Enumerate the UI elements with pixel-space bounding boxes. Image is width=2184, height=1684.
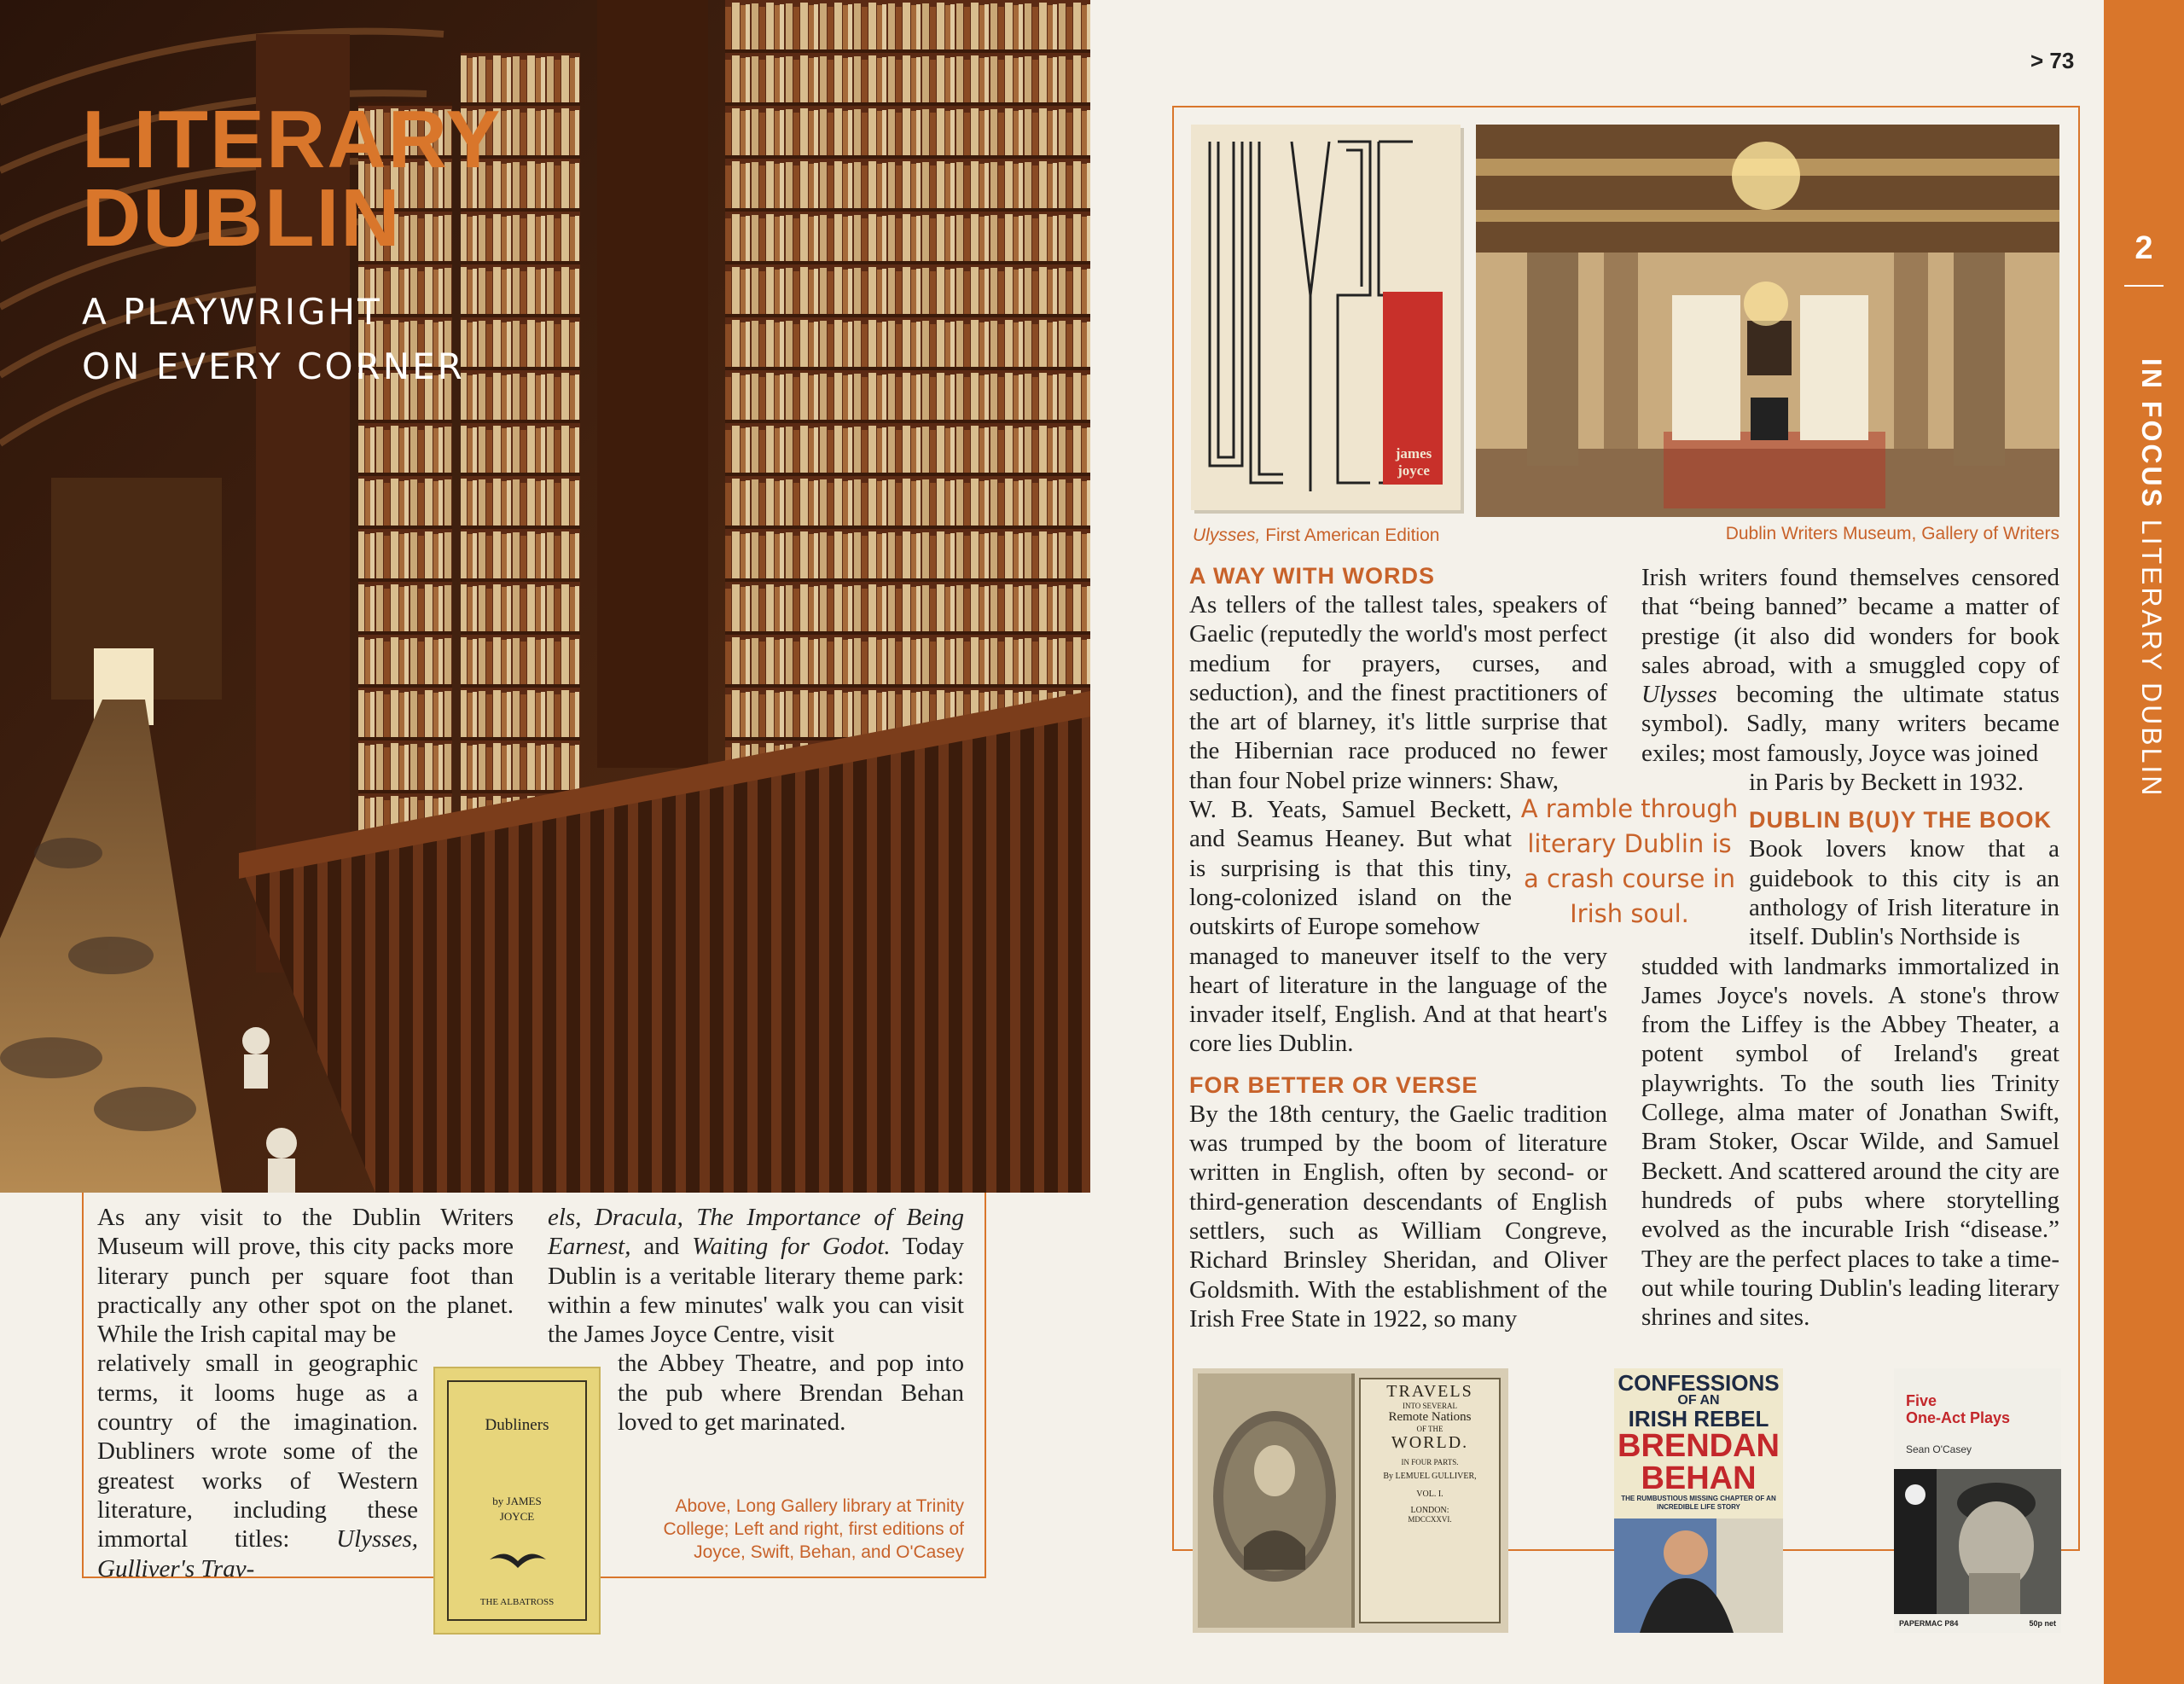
section3-para-narrow: Book lovers know that a guidebook to this city is an anthology of Irish literature in itself. Dublin's Northside is — [1749, 835, 2059, 951]
section2-cont-c: in Paris by Beckett in 1932. — [1749, 769, 2024, 797]
ulysses-author-line2: joyce — [1397, 462, 1430, 479]
gulliver-l2: INTO SEVERAL — [1402, 1402, 1458, 1410]
sidebar-section: LITERARY DUBLIN — [2136, 519, 2167, 798]
section2-cont-italic: Ulysses — [1641, 681, 1717, 709]
ulysses-book-cover — [1191, 125, 1461, 510]
oneact-footer — [1899, 1619, 2056, 1628]
section2-para: By the 18th century, the Gaelic tradition was trumped by the boom of literature written in English, often by second- or third-generation descendants of English settlers, such as William Congreve, Richard Brinsley Sheridan, and Oliver Goldsmith. With the establishment of the Irish Free State in 1922, so many — [1189, 1100, 1607, 1333]
oneact-plays-cover — [1894, 1368, 2061, 1633]
gulliver-title-page — [1360, 1382, 1500, 1524]
oneact-l2: One-Act Plays — [1906, 1409, 2011, 1426]
behan-l4: BRENDAN — [1618, 1428, 1780, 1464]
intro-col2-narrow: the Abbey Theatre, and pop into the pub where Brendan Behan loved to get marinated. — [618, 1350, 964, 1437]
intro-col2-text-a: and — [630, 1233, 693, 1261]
section3-para-full: studded with landmarks immortalized in James Joyce's novels. A stone's throw from the Liffey is the Abbey Theater, a potent symbol of Ireland's great playwrights. To the south lies Trinity College, alma mater of Jonathan Swift, Bram Stoker, Oscar Wilde, and Samuel Beckett. And scattered around the city are hundreds of pubs where storytelling evolved as the incurable Irish “disease.” They are the perfect places to take a time-out while touring Dublin's leading literary shrines and sites. — [1641, 952, 2059, 1332]
caption-ulysses — [1193, 524, 1439, 547]
section2-cont-b: becoming the ultimate status symbol). Sadly, many writers became exiles; most famously, Joyce was joined — [1641, 681, 2059, 767]
gulliver-l7: By LEMUEL GULLIVER, — [1383, 1472, 1477, 1481]
subtitle-line-1: A PLAYWRIGHT — [82, 291, 382, 333]
behan-l2: OF AN — [1677, 1393, 1720, 1408]
oneact-l3: Sean O'Casey — [1906, 1443, 1972, 1455]
behan-photo — [1614, 1519, 1783, 1633]
intro-col1-narrow — [97, 1349, 418, 1582]
dubliners-cover-author: JOYCE — [499, 1510, 535, 1523]
title-line-2: DUBLIN — [82, 172, 402, 264]
caption-museum: Dublin Writers Museum, Gallery of Writers — [1725, 524, 2059, 543]
caption-ulysses-text: First American Edition — [1260, 526, 1440, 545]
section1-para-a: As tellers of the tallest tales, speakers of Gaelic (reputedly the world's most perfect medium for prayers, curses, and seduction), and the finest practitioners of the art of blarney, it's little surprise that the Hibernian race produced no fewer than four Nobel prize winners: Shaw, — [1189, 591, 1607, 794]
behan-l5: BEHAN — [1641, 1460, 1757, 1496]
section1-para-b: W. B. Yeats, Samuel Beckett, and Seamus Heaney. But what is surprising is that this tiny, long-colonized island on the outskirts of Europe somehow — [1189, 796, 1512, 941]
intro-col2-italic-b: Waiting for Godot. — [692, 1233, 891, 1261]
gulliver-l1: TRAVELS — [1386, 1382, 1473, 1401]
oneact-l5: 50p net — [2029, 1619, 2056, 1628]
intro-col2-full — [548, 1203, 964, 1349]
behan-confessions-cover — [1614, 1368, 1783, 1633]
albatross-icon — [488, 1544, 548, 1578]
behan-cover-title — [1614, 1372, 1783, 1512]
ulysses-cover-author — [1385, 445, 1442, 479]
behan-l1: CONFESSIONS — [1618, 1370, 1780, 1396]
gulliver-l8: VOL. I. — [1416, 1489, 1443, 1499]
chapter-sidebar — [2104, 0, 2184, 1684]
chapter-rule — [2124, 285, 2164, 287]
intro-col2-text-b: Today Dublin is a veritable literary theme park: within a few minutes' walk you can visit the James Joyce Centre, visit — [548, 1233, 964, 1349]
intro-col1-italic: Ulysses, Gulliver's Trav- — [97, 1525, 418, 1582]
writers-museum-photo — [1476, 125, 2059, 517]
intro-column-2 — [548, 1203, 964, 1437]
article-column-2 — [1641, 563, 2059, 1332]
section2-continued — [1641, 563, 2059, 768]
sidebar-running-head — [2135, 358, 2167, 798]
gulliver-l10: MDCCXXVI. — [1408, 1515, 1452, 1524]
gulliver-l3: Remote Nations — [1388, 1410, 1472, 1424]
feature-subtitle — [82, 285, 465, 394]
oneact-l1: Five — [1906, 1392, 1937, 1409]
dubliners-cover-by: by JAMES — [492, 1495, 542, 1507]
pull-quote: A ramble through literary Dublin is a crash course in Irish soul. — [1520, 794, 1739, 928]
gulliver-travels-first-edition — [1193, 1368, 1508, 1633]
oceasey-photo — [1894, 1469, 2061, 1614]
behan-l3: IRISH REBEL — [1628, 1406, 1769, 1431]
feature-title — [82, 94, 502, 264]
dubliners-cover-publisher: THE ALBATROSS — [479, 1597, 555, 1607]
gulliver-l9: LONDON: — [1410, 1506, 1449, 1515]
heading-a-way-with-words: A WAY WITH WORDS — [1189, 563, 1436, 589]
photo-caption-left: Above, Long Gallery library at Trinity College; Left and right, first editions of Joyce, Swift, Behan, and O'Casey — [663, 1496, 964, 1562]
oneact-l4: PAPERMAC P84 — [1899, 1619, 1959, 1628]
heading-for-better-or-verse: FOR BETTER OR VERSE — [1189, 1071, 1478, 1098]
subtitle-line-2: ON EVERY CORNER — [82, 346, 465, 387]
oneact-title — [1906, 1392, 2010, 1426]
chapter-number: 2 — [2135, 230, 2153, 266]
gulliver-l4: OF THE — [1416, 1425, 1443, 1433]
intro-col1-narrow-text: relatively small in geographic terms, it looms huge as a country of the imagination. Dubliners wrote some of the greatest works of Western literature, including these immortal titles: — [97, 1350, 418, 1553]
ulysses-author-line1: james — [1395, 445, 1432, 462]
title-line-1: LITERARY — [82, 94, 502, 185]
article-column-1 — [1189, 561, 1607, 1333]
dubliners-book-cover — [435, 1368, 599, 1633]
gulliver-l6: IN FOUR PARTS. — [1401, 1458, 1459, 1466]
heading-dublin-buy-the-book: DUBLIN B(U)Y THE BOOK — [1749, 807, 2052, 833]
dubliners-cover-title: Dubliners — [485, 1416, 549, 1434]
page-number: > 73 — [2030, 48, 2075, 73]
behan-l6: THE RUMBUSTIOUS MISSING CHAPTER OF AN INCREDIBLE LIFE STORY — [1621, 1495, 1776, 1511]
intro-col1-full: As any visit to the Dublin Writers Museum will prove, this city packs more literary punch per square foot than practically any other spot on the planet. While the Irish capital may be — [97, 1204, 514, 1349]
caption-ulysses-italic: Ulysses, — [1193, 526, 1261, 545]
section2-cont-a: Irish writers found themselves censored that “being banned” became a matter of prestige (it also did wonders for book sales abroad, with a smuggled copy of — [1641, 564, 2059, 679]
intro-col2-italic-a: els, Dracula, The Importance of Being Earnest, — [548, 1204, 964, 1261]
sidebar-in-focus: IN FOCUS — [2136, 358, 2167, 509]
section1-para-c: managed to maneuver itself to the very heart of literature in the language of the invader itself, English. And at that heart's core lies Dublin. — [1189, 942, 1607, 1058]
gulliver-l5: WORLD. — [1391, 1433, 1469, 1452]
